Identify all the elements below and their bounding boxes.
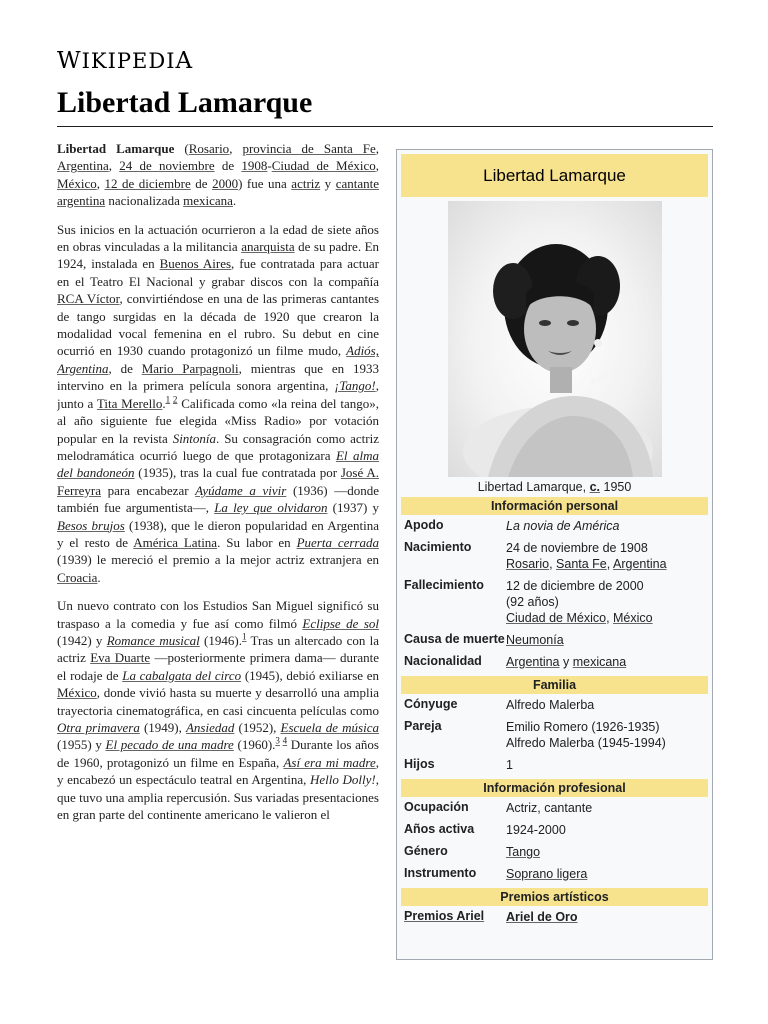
link-soprano-ligera[interactable]: Soprano ligera [506, 867, 588, 881]
link-eclipse-de-sol[interactable]: Eclipse de sol [302, 615, 379, 631]
link-premios-ariel[interactable]: Premios Ariel [404, 909, 485, 923]
row-ocupacion: Ocupación Actriz, cantante [404, 800, 593, 815]
article-body [57, 140, 379, 960]
link-america-latina[interactable]: América Latina [133, 534, 218, 550]
row-instrumento: Instrumento Soprano ligera [404, 866, 588, 881]
row-genero: Género Tango [404, 844, 541, 859]
link-mexicana-ib[interactable]: mexicana [572, 655, 627, 669]
row-fallecimiento: Fallecimiento 12 de diciembre de 2000 (92 años) Ciudad de México, México [404, 578, 653, 625]
row-causa-muerte: Causa de muerte Neumonía [404, 632, 564, 647]
portrait-photo[interactable] [448, 201, 662, 477]
link-anarquista[interactable]: anarquista [241, 239, 295, 255]
row-premios-ariel [401, 906, 708, 928]
portrait-illustration [448, 201, 662, 477]
link-argentina-nac[interactable]: argentina [57, 193, 106, 209]
section-premios: Premios artísticos [401, 888, 708, 906]
link-ciudad-de-mexico[interactable]: Ciudad de México [271, 158, 376, 174]
link-eva-duarte[interactable]: Eva Duarte [90, 650, 151, 666]
page-title: Libertad Lamarque [57, 86, 313, 119]
link-argentina[interactable]: Argentina [57, 158, 109, 174]
paragraph-intro: Libertad Lamarque (Rosario, provincia de Santa Fe, Argentina, 24 de noviembre de 1908-Ciudad de México, México, 12 de diciembre de 2000) fue una actriz y cantante argentina nacionalizada mexicana. [57, 141, 379, 209]
title-divider [57, 126, 713, 127]
infobox [396, 149, 713, 960]
link-croacia[interactable]: Croacia [57, 569, 98, 585]
section-familia: Familia [401, 676, 708, 694]
link-rosario[interactable]: Rosario [188, 141, 230, 156]
reference-1[interactable]: 1 [165, 394, 171, 405]
link-mario-parpagnoli[interactable]: Mario Parpagnoli [141, 360, 239, 376]
reference-3[interactable]: 3 [275, 736, 280, 747]
link-mexico-exilio[interactable]: México [57, 685, 97, 701]
link-otra-primavera[interactable]: Otra primavera [57, 720, 140, 735]
link-la-cabalgata-del-circo[interactable]: La cabalgata del circo [122, 667, 242, 683]
row-apodo: Apodo La novia de América [404, 518, 620, 533]
row-anos-activa: Años activa 1924-2000 [404, 822, 566, 837]
link-1908[interactable]: 1908 [241, 158, 268, 174]
link-12-diciembre[interactable]: 12 de diciembre [104, 175, 191, 191]
link-argentina-nac-ib[interactable]: Argentina [506, 655, 560, 669]
row-hijos: Hijos 1 [404, 757, 513, 772]
link-puerta-cerrada[interactable]: Puerta cerrada [296, 534, 379, 550]
link-el-alma-del-bandoneon[interactable]: El alma del bandoneón [57, 447, 379, 481]
link-la-ley-que-olvidaron[interactable]: La ley que olvidaron [214, 500, 328, 516]
link-rosario-ib[interactable]: Rosario [506, 557, 550, 571]
link-circa[interactable]: c. [589, 480, 601, 494]
link-genero-tango[interactable]: Tango [506, 845, 541, 859]
link-rca-victor[interactable]: RCA Víctor [57, 291, 120, 307]
link-asi-era-mi-madre[interactable]: Así era mi madre [283, 754, 376, 770]
photo-caption: Libertad Lamarque, c. 1950 [477, 480, 632, 494]
link-adios-argentina[interactable]: Adiós, Argentina [57, 343, 379, 376]
reference-1b[interactable]: 1 [241, 631, 247, 642]
link-mexico[interactable]: México [57, 175, 97, 191]
link-ariel-de-oro[interactable]: Ariel de Oro [506, 910, 578, 924]
wikipedia-logo[interactable] [57, 48, 193, 74]
link-el-pecado-de-una-madre[interactable]: El pecado de una madre [105, 737, 234, 753]
link-buenos-aires[interactable]: Buenos Aires [159, 256, 232, 272]
link-jose-ferreyra[interactable]: José A. Ferreyra [57, 465, 379, 498]
row-nacimiento: Nacimiento 24 de noviembre de 1908 Rosario, Santa Fe, Argentina [404, 540, 667, 571]
link-romance-musical[interactable]: Romance musical [106, 632, 200, 648]
link-escuela-de-musica[interactable]: Escuela de música [280, 720, 379, 735]
link-mexico-ib[interactable]: México [613, 611, 653, 625]
paragraph-career-later: Un nuevo contrato con los Estudios San Miguel significó su traspaso a la comedia y fue así como filmó Eclipse de sol (1942) y Romance musical (1946).$^1$ Tras un altercado con la actriz Eva Duarte —posteriormente primera dama— durante el rodaje de La cabalgata del circo (1945), debió exiliarse en México, donde vivió hasta su muerte y desarrolló una amplia trayectoria cinematográfica, en casi cincuenta películas como Otra primavera (1949), Ansiedad (1952), Escuela de música (1955) y El pecado de una madre (1960).$^{3 4}$ Durante los años de 1960, protagonizó un filme en España, Así era mi madre, y encabezó un espectáculo teatral en Argentina, Hello Dolly!, que tuvo una amplia repercusión. Sus variadas presentaciones en gran parte del continente americano le valieron el [57, 598, 379, 823]
link-ayudame-a-vivir[interactable]: Ayúdame a vivir [195, 482, 287, 498]
link-2000[interactable]: 2000 [212, 175, 239, 191]
link-actriz[interactable]: actriz [291, 175, 321, 191]
infobox-title: Libertad Lamarque [401, 154, 708, 197]
section-personal: Información personal [401, 497, 708, 515]
link-cdmx-ib[interactable]: Ciudad de México [506, 611, 607, 625]
logo-middle-letters: IKIPEDI [81, 49, 176, 73]
link-mexicana[interactable]: mexicana [183, 193, 233, 209]
paragraph-career-early: Sus inicios en la actuación ocurrieron a la edad de siete años en obras vinculadas a la militancia anarquista de su padre. En 1924, instalada en Buenos Aires, fue contratada para actuar en el Teatro El Nacional y grabar discos con la compañía RCA Víctor, convirtiéndose en una de las primeras cantantes de tango surgidas en la década de 1920 que crearon la modalidad vocal femenina en el rubro. Su debut en cine ocurrió en 1930 cuando protagonizó un filme mudo, Adiós, Argentina, de Mario Parpagnoli, mientras que en 1933 intervino en la primera película sonora argentina, ¡Tango!, junto a Tita Merello.$^{1 2}$ Calificada como «la reina del tango», al año siguiente fue elegida «Miss Radio» por votación popular en la revista Sintonía. Su consagración como actriz melodramática ocurrió luego de que protagonizara El alma del bandoneón (1935), tras la cual fue contratada por José A. Ferreyra para encabezar Ayúdame a vivir (1936) —donde también fue argumentista—, La ley que olvidaron (1937) y Besos brujos (1938), que le dieron popularidad en Argentina y el resto de América Latina. Su labor en Puerta cerrada (1939) le mereció el premio a la mejor actriz extranjera en Croacia. [57, 221, 379, 585]
link-24-noviembre[interactable]: 24 de noviembre [119, 158, 215, 174]
logo-first-letter: W [57, 48, 82, 74]
link-besos-brujos[interactable]: Besos brujos [57, 517, 125, 533]
logo-last-letter: A [175, 48, 194, 74]
link-cantante[interactable]: cantante [335, 175, 379, 191]
link-tita-merello[interactable]: Tita Merello [96, 395, 163, 411]
link-santa-fe-ib[interactable]: Santa Fe [556, 557, 607, 571]
section-profesional: Información profesional [401, 779, 708, 797]
row-conyuge: Cónyuge Alfredo Malerba [404, 697, 595, 712]
link-provincia-santa-fe[interactable]: provincia de Santa Fe [242, 141, 376, 156]
row-pareja: Pareja Emilio Romero (1926-1935) Alfredo Malerba (1945-1994) [404, 719, 666, 750]
reference-2[interactable]: 2 [172, 394, 178, 405]
row-nacionalidad: Nacionalidad Argentina y mexicana [404, 654, 627, 669]
reference-4[interactable]: 4 [282, 736, 288, 747]
subject-name: Libertad Lamarque [57, 141, 175, 156]
link-neumonia[interactable]: Neumonía [506, 633, 564, 647]
link-argentina-ib[interactable]: Argentina [613, 557, 667, 571]
link-ansiedad[interactable]: Ansiedad [185, 720, 235, 735]
link-tango[interactable]: ¡Tango! [334, 378, 376, 394]
